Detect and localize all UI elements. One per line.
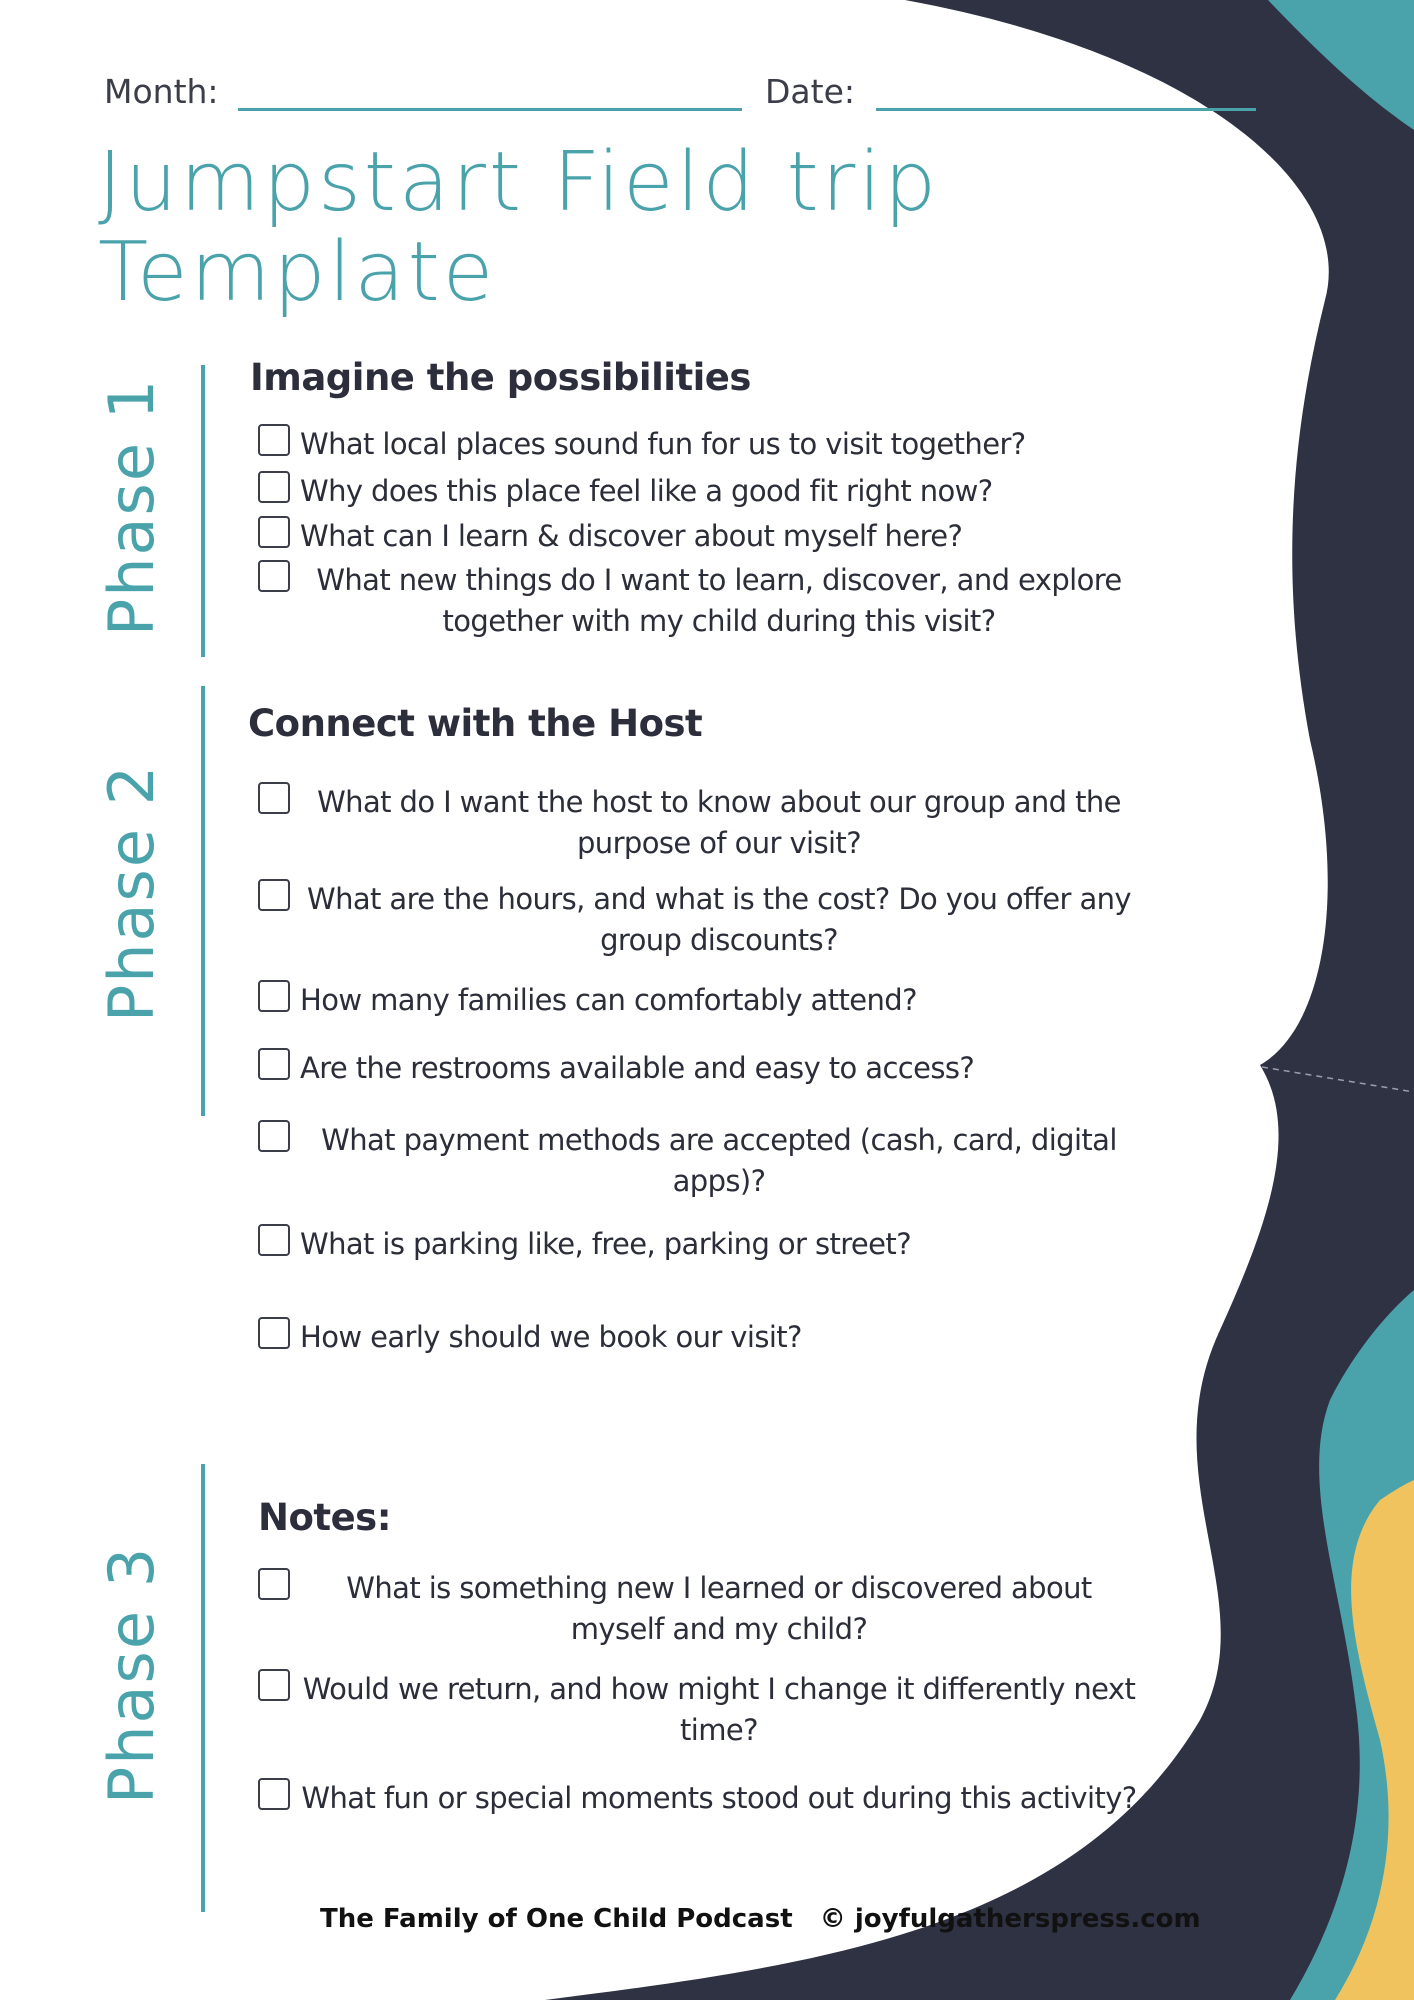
phase-2-checklist-item[interactable]: [258, 980, 1138, 1021]
question-text: Why does this place feel like a good fit right now?: [300, 474, 993, 508]
checkbox[interactable]: [258, 560, 290, 592]
footer: [320, 1904, 1201, 1934]
question-text: What are the hours, and what is the cost? Do you offer any group discounts?: [307, 882, 1131, 957]
title-line-2: Template: [98, 225, 497, 320]
checkbox[interactable]: [258, 1048, 290, 1080]
question-text: Would we return, and how might I change it differently next time?: [302, 1672, 1136, 1747]
phase-1-section-title: Imagine the possibilities: [250, 356, 751, 399]
phase-1-checklist-item[interactable]: [258, 424, 1138, 465]
phase-1-rule: [201, 365, 205, 657]
phase-2-checklist-item[interactable]: [258, 1048, 1138, 1089]
phase-2-checklist-item[interactable]: [258, 782, 1138, 864]
phase-2-checklist-item[interactable]: [258, 1224, 1138, 1265]
checkbox[interactable]: [258, 1224, 290, 1256]
phase-2-label: Phase 2: [95, 763, 168, 1023]
checkbox[interactable]: [258, 879, 290, 911]
date-label: Date:: [765, 72, 855, 111]
phase-3-rule: [201, 1464, 205, 1912]
title-line-1: Jumpstart Field trip: [98, 135, 940, 230]
checkbox[interactable]: [258, 1120, 290, 1152]
checkbox[interactable]: [258, 516, 290, 548]
month-label: Month:: [104, 72, 219, 111]
checkbox[interactable]: [258, 1778, 290, 1810]
question-text: What new things do I want to learn, discover, and explore together with my child during this visit?: [316, 563, 1122, 638]
question-text: How many families can comfortably attend?: [300, 983, 917, 1017]
question-text: What local places sound fun for us to visit together?: [300, 427, 1026, 461]
phase-1-checklist-item[interactable]: [258, 560, 1138, 642]
phase-1-label: Phase 1: [95, 377, 168, 637]
question-text: What do I want the host to know about our group and the purpose of our visit?: [317, 785, 1121, 860]
phase-1-checklist-item[interactable]: [258, 516, 1138, 557]
copyright-icon: ©: [819, 1904, 846, 1934]
phase-2-rule: [201, 686, 205, 1116]
checkbox[interactable]: [258, 1669, 290, 1701]
month-field-line[interactable]: [238, 108, 742, 111]
phase-3-checklist-item[interactable]: [258, 1568, 1138, 1650]
question-text: What is parking like, free, parking or street?: [300, 1227, 911, 1261]
checkbox[interactable]: [258, 471, 290, 503]
date-field-line[interactable]: [876, 108, 1256, 111]
page-title: [98, 135, 940, 320]
checkbox[interactable]: [258, 1317, 290, 1349]
checkbox[interactable]: [258, 424, 290, 456]
phase-3-section-title: Notes:: [258, 1496, 391, 1539]
checkbox[interactable]: [258, 980, 290, 1012]
question-text: Are the restrooms available and easy to access?: [300, 1051, 975, 1085]
question-text: What fun or special moments stood out during this activity?: [301, 1781, 1137, 1815]
question-text: What can I learn & discover about myself here?: [300, 519, 963, 553]
phase-2-section-title: Connect with the Host: [248, 702, 703, 745]
phase-2-checklist-item[interactable]: [258, 1120, 1138, 1202]
phase-2-checklist-item[interactable]: [258, 1317, 1138, 1358]
phase-2-checklist-item[interactable]: [258, 879, 1138, 961]
phase-3-checklist-item[interactable]: [258, 1778, 1138, 1819]
checkbox[interactable]: [258, 1568, 290, 1600]
footer-website: joyfulgatherspress.com: [854, 1904, 1201, 1934]
checkbox[interactable]: [258, 782, 290, 814]
phase-1-checklist-item[interactable]: [258, 471, 1138, 512]
phase-3-label: Phase 3: [95, 1545, 168, 1805]
phase-3-checklist-item[interactable]: [258, 1669, 1138, 1751]
question-text: What is something new I learned or discovered about myself and my child?: [346, 1571, 1092, 1646]
question-text: What payment methods are accepted (cash, card, digital apps)?: [321, 1123, 1117, 1198]
question-text: How early should we book our visit?: [300, 1320, 802, 1354]
footer-podcast: The Family of One Child Podcast: [320, 1904, 793, 1934]
